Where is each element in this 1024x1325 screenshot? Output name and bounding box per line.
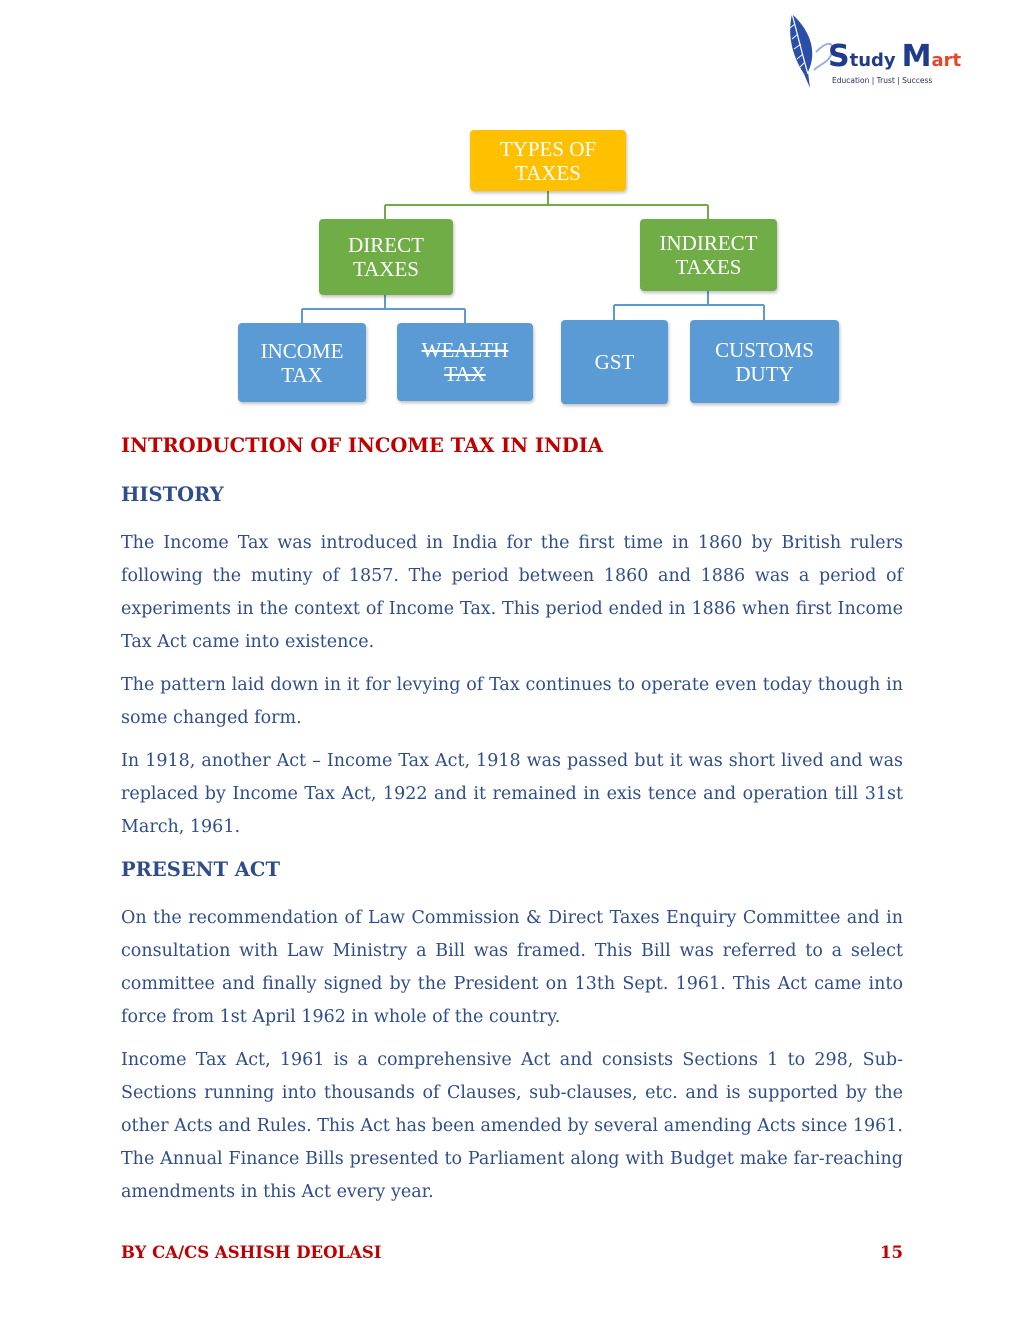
page-number: 15 xyxy=(880,1243,903,1262)
history-paragraph: In 1918, another Act – Income Tax Act, 1918 was passed but it was short lived and was replaced by Income Tax Act, 1922 and it remained in exis tence and operation till 31st March, 1961. xyxy=(121,751,903,837)
node-income-tax: INCOME TAX xyxy=(238,323,366,402)
logo-tagline: Education | Trust | Success xyxy=(832,76,933,85)
heading-history: HISTORY xyxy=(121,483,224,506)
heading-present-act: PRESENT ACT xyxy=(121,858,280,881)
section-title-introduction: INTRODUCTION OF INCOME TAX IN INDIA xyxy=(121,434,603,457)
present-act-paragraph: Income Tax Act, 1961 is a comprehensive Act and consists Sections 1 to 298, Sub-Sections running into thousands of Clauses, sub-clauses, etc. and is supported by the other Acts and Rules. This Act has been amended by several amending Acts since 1961. The Annual Finance Bills presented to Parliament along with Budget make far-reaching amendments in this Act every year. xyxy=(121,1050,903,1202)
logo-wordmark: Study Mart xyxy=(828,39,962,74)
study-mart-logo xyxy=(786,12,966,92)
node-gst: GST xyxy=(561,320,668,404)
present-act-paragraph: On the recommendation of Law Commission & Direct Taxes Enquiry Committee and in consultation with Law Ministry a Bill was framed. This Bill was referred to a select committee and finally signed by the President on 13th Sept. 1961. This Act came into force from 1st April 1962 in whole of the country. xyxy=(121,908,903,1027)
history-paragraph: The pattern laid down in it for levying of Tax continues to operate even today though in some changed form. xyxy=(121,675,903,728)
footer-author: BY CA/CS ASHISH DEOLASI xyxy=(121,1243,382,1262)
node-wealth-tax: WEALTH TAX xyxy=(397,323,533,401)
node-indirect-taxes: INDIRECT TAXES xyxy=(640,219,777,291)
node-customs-duty: CUSTOMS DUTY xyxy=(690,320,839,403)
history-paragraph: The Income Tax was introduced in India for the first time in 1860 by British rulers following the mutiny of 1857. The period between 1860 and 1886 was a period of experiments in the context of Income Tax. This period ended in 1886 when first Income Tax Act came into existence. xyxy=(121,533,903,652)
node-types-of-taxes: TYPES OF TAXES xyxy=(470,130,626,191)
node-direct-taxes: DIRECT TAXES xyxy=(319,219,453,295)
